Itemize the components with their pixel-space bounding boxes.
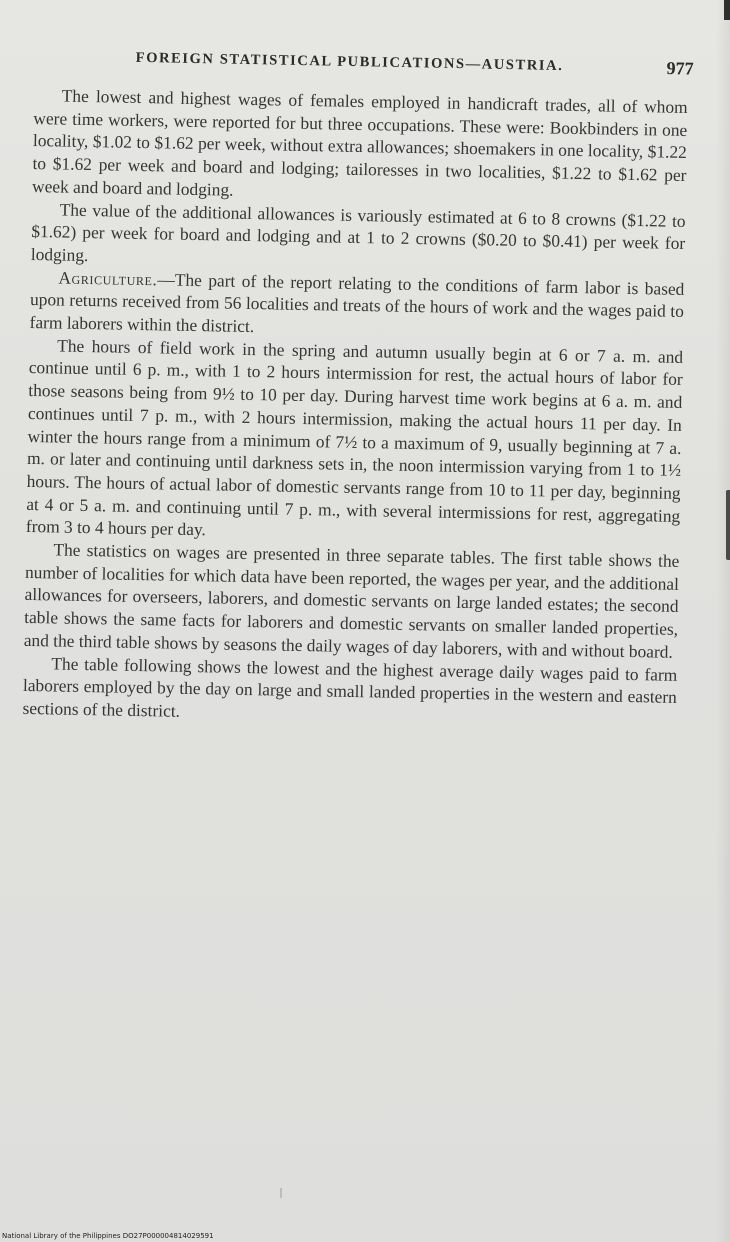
scan-speck [280, 1188, 282, 1198]
paragraph-agriculture: Agriculture.—The part of the report relating to the conditions of farm labor is based upon returns received from 56 localities and treats of the hours of work and the wages paid to farm laborers within the district. [29, 267, 685, 337]
paragraph-table-intro: The table following shows the lowest and the highest average daily wages paid to farm laborers employed by the day on large and small landed properties in the western and eastern sections of the district. [22, 652, 678, 721]
paragraph-allowances: The value of the additional allowances is variously estimated at 6 to 8 crowns ($1.22 to $1.62) per week for board and lodging and at 1 to 2 crowns ($0.20 to $0.41) per week for lodging. [30, 199, 686, 265]
page-edge-shadow [716, 0, 730, 1242]
body-text [22, 84, 688, 732]
running-head: FOREIGN STATISTICAL PUBLICATIONS—AUSTRIA. [135, 49, 564, 75]
paragraph-statistics: The statistics on wages are presented in three separate tables. The first table shows the number of localities for which data have been reported, the wages per year, and the additional allowances for overseers, laborers, and domestic servants on large landed estates; the second table shows the same facts for laborers and domestic servants on smaller landed properties, and the third table shows by seasons the daily wages of day laborers, with and without board. [23, 539, 680, 662]
binding-edge-mark [726, 490, 730, 560]
footer-label: National Library of the Philippines DO27P000004814029591 [2, 1232, 214, 1240]
corner-mark [724, 0, 730, 20]
paragraph-hours: The hours of field work in the spring and autumn usually begin at 6 or 7 a. m. and continue until 6 p. m., with 1 to 2 hours intermission for rest, the actual hours of labor for those seasons being from 9½ to 10 per day. During harvest time work begins at 6 a. m. and continues until 7 p. m., with 2 hours intermission, making the actual hours 11 per day. In winter the hours range from a minimum of 7½ to a maximum of 9, usually beginning at 7 a. m. or later and continuing until darkness sets in, the noon intermission varying from 1 to 1½ hours. The hours of actual labor of domestic servants range from 10 to 11 per day, beginning at 4 or 5 a. m. and continuing until 7 p. m., with several intermissions for rest, aggregating from 3 to 4 hours per day. [25, 335, 684, 540]
section-lead-agriculture: Agriculture. [58, 267, 158, 289]
page-number: 977 [666, 58, 694, 79]
paragraph-female-wages: The lowest and highest wages of females employed in handicraft trades, all of whom were time workers, were reported for but three occupations. These were: Bookbinders in one locality, $1.02 to $1.62 per week, without extra allowances; shoemakers in one locality, $1.22 to $1.62 per week and board and lodging; tailoresses in two localities, $1.22 to $1.62 per week and board and lodging. [31, 85, 688, 200]
